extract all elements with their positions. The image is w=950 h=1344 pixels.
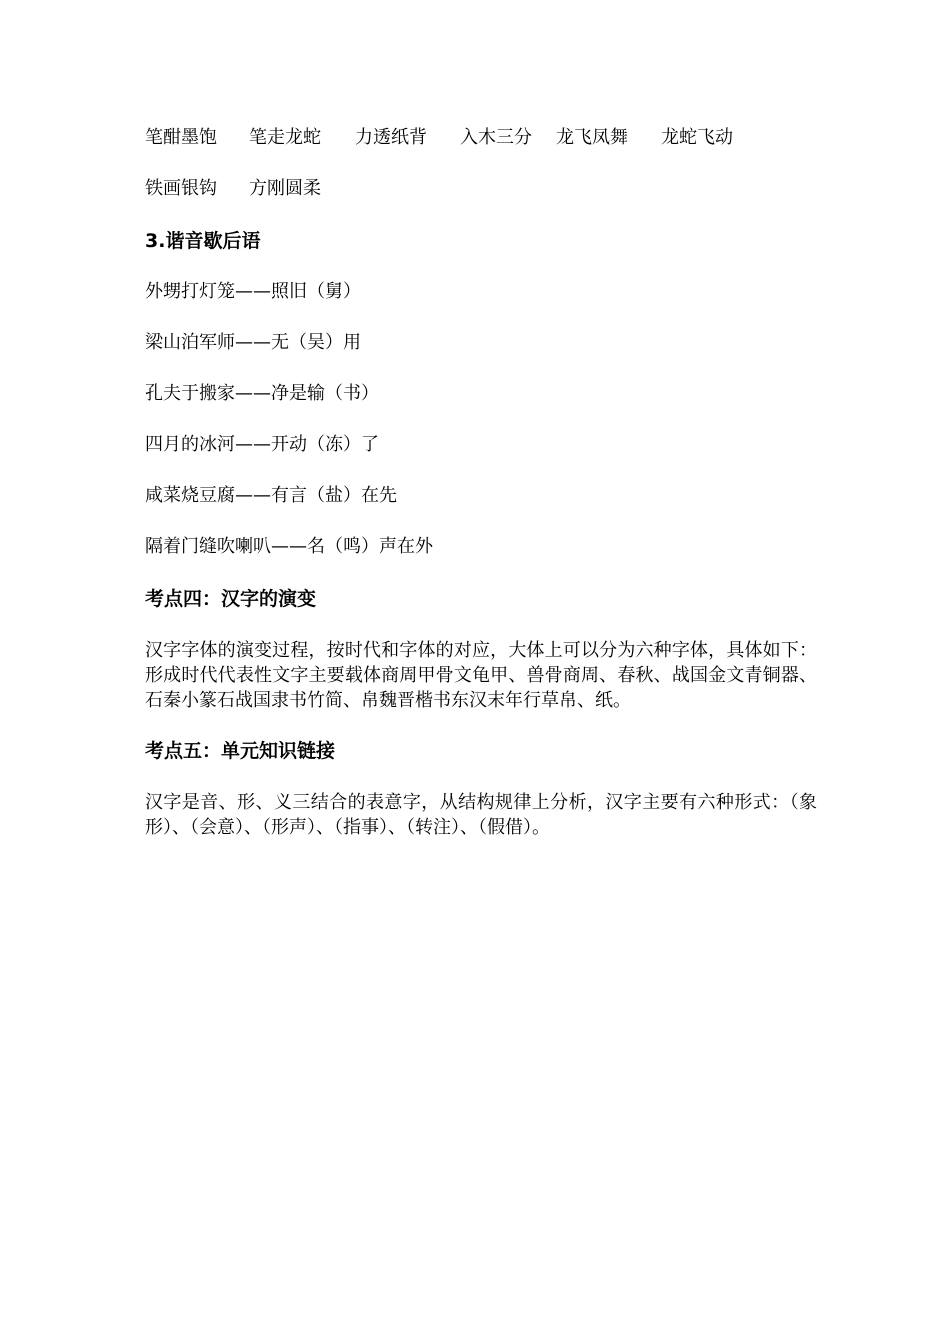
section-heading-point5: 考点五：单元知识链接 xyxy=(145,740,336,762)
xiehouyu-line: 孔夫于搬家——净是输（书） xyxy=(145,383,379,404)
xiehouyu-line: 咸菜烧豆腐——有言（盐）在先 xyxy=(145,485,397,506)
point4-paragraph: 汉字字体的演变过程，按时代和字体的对应，大体上可以分为六种字体，具体如下：形成时代代表性文字主要载体商周甲骨文龟甲、兽骨商周、春秋、战国金文青铜器、石秦小篆石战国隶书竹简、帛魏晋楷书东汉末年行草帛、纸。 xyxy=(145,640,817,711)
idiom: 龙蛇飞动 xyxy=(661,127,733,148)
idiom: 力透纸背 xyxy=(355,127,427,148)
xiehouyu-line: 外甥打灯笼——照旧（舅） xyxy=(145,281,361,302)
section-heading-xiehouyu: 3.谐音歇后语 xyxy=(145,230,261,252)
idiom: 笔酣墨饱 xyxy=(145,127,217,148)
xiehouyu-line: 梁山泊军师——无（吴）用 xyxy=(145,332,361,353)
idiom: 笔走龙蛇 xyxy=(249,127,321,148)
section-heading-point4: 考点四：汉字的演变 xyxy=(145,588,317,610)
idiom: 入木三分 xyxy=(460,127,532,148)
xiehouyu-line: 四月的冰河——开动（冻）了 xyxy=(145,434,379,455)
idiom: 铁画银钩 xyxy=(145,178,217,199)
point5-paragraph: 汉字是音、形、义三结合的表意字，从结构规律上分析，汉字主要有六种形式：（象形）、（会意）、（形声）、（指事）、（转注）、（假借）。 xyxy=(145,792,817,838)
idiom: 方刚圆柔 xyxy=(249,178,321,199)
idiom: 龙飞凤舞 xyxy=(556,127,628,148)
xiehouyu-line: 隔着门缝吹喇叭——名（鸣）声在外 xyxy=(145,536,433,557)
